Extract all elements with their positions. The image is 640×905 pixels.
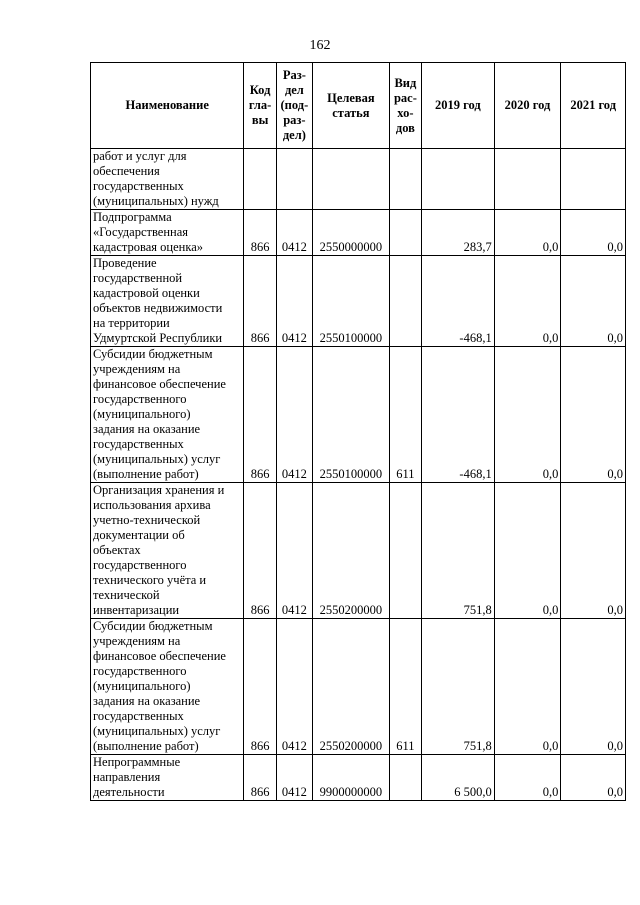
row-target: 2550100000: [313, 347, 390, 483]
row-type: [389, 256, 421, 347]
row-name: Проведение государственной кадастровой оценки объектов недвижимости на территории Удмуртской Республики: [91, 256, 244, 347]
row-code: 866: [244, 755, 276, 801]
table-row: [91, 347, 626, 483]
row-2021: 0,0: [561, 755, 626, 801]
header-type: Вид рас- хо- дов: [389, 63, 421, 149]
row-2021: 0,0: [561, 256, 626, 347]
row-section: 0412: [276, 256, 312, 347]
row-2020: 0,0: [494, 619, 561, 755]
row-2020: 0,0: [494, 483, 561, 619]
budget-table: [90, 62, 626, 801]
row-2020: [494, 149, 561, 210]
row-type: [389, 755, 421, 801]
row-name: Организация хранения и использования архива учетно-технической документации об объектах государственного технического учёта и технической инвентаризации: [91, 483, 244, 619]
header-row: [91, 63, 626, 149]
header-2019: 2019 год: [422, 63, 495, 149]
row-2021: 0,0: [561, 619, 626, 755]
row-2019: 6 500,0: [422, 755, 495, 801]
row-code: 866: [244, 256, 276, 347]
row-2020: 0,0: [494, 210, 561, 256]
header-2020: 2020 год: [494, 63, 561, 149]
row-target: 2550200000: [313, 483, 390, 619]
row-code: 866: [244, 483, 276, 619]
header-name: Наименование: [91, 63, 244, 149]
row-2019: 283,7: [422, 210, 495, 256]
row-code: 866: [244, 619, 276, 755]
header-section: Раз- дел (под- раз- дел): [276, 63, 312, 149]
row-code: [244, 149, 276, 210]
row-2019: 751,8: [422, 619, 495, 755]
row-section: 0412: [276, 619, 312, 755]
row-target: [313, 149, 390, 210]
header-code: Код гла- вы: [244, 63, 276, 149]
row-code: 866: [244, 210, 276, 256]
row-target: 9900000000: [313, 755, 390, 801]
table-row: [91, 149, 626, 210]
header-2021: 2021 год: [561, 63, 626, 149]
header-target: Целевая статья: [313, 63, 390, 149]
table-row: [91, 619, 626, 755]
row-type: 611: [389, 347, 421, 483]
row-2021: 0,0: [561, 347, 626, 483]
row-2019: 751,8: [422, 483, 495, 619]
row-section: 0412: [276, 210, 312, 256]
row-section: 0412: [276, 347, 312, 483]
row-code: 866: [244, 347, 276, 483]
row-name: Субсидии бюджетным учреждениям на финансовое обеспечение государственного (муниципального) задания на оказание государственных (муниципальных) услуг (выполнение работ): [91, 619, 244, 755]
table-row: [91, 256, 626, 347]
row-section: [276, 149, 312, 210]
row-2020: 0,0: [494, 256, 561, 347]
row-2020: 0,0: [494, 347, 561, 483]
row-name: работ и услуг для обеспечения государственных (муниципальных) нужд: [91, 149, 244, 210]
row-section: 0412: [276, 483, 312, 619]
row-target: 2550000000: [313, 210, 390, 256]
row-section: 0412: [276, 755, 312, 801]
row-name: Субсидии бюджетным учреждениям на финансовое обеспечение государственного (муниципального) задания на оказание государственных (муниципальных) услуг (выполнение работ): [91, 347, 244, 483]
row-name: Подпрограмма «Государственная кадастровая оценка»: [91, 210, 244, 256]
row-target: 2550100000: [313, 256, 390, 347]
row-2020: 0,0: [494, 755, 561, 801]
row-2021: 0,0: [561, 210, 626, 256]
row-2021: 0,0: [561, 483, 626, 619]
row-target: 2550200000: [313, 619, 390, 755]
row-type: 611: [389, 619, 421, 755]
row-type: [389, 483, 421, 619]
row-name: Непрограммные направления деятельности: [91, 755, 244, 801]
row-type: [389, 149, 421, 210]
page-number: 162: [309, 38, 331, 53]
row-2019: [422, 149, 495, 210]
table-row: [91, 210, 626, 256]
row-2021: [561, 149, 626, 210]
row-2019: -468,1: [422, 347, 495, 483]
table-row: [91, 755, 626, 801]
table-row: [91, 483, 626, 619]
row-2019: -468,1: [422, 256, 495, 347]
row-type: [389, 210, 421, 256]
